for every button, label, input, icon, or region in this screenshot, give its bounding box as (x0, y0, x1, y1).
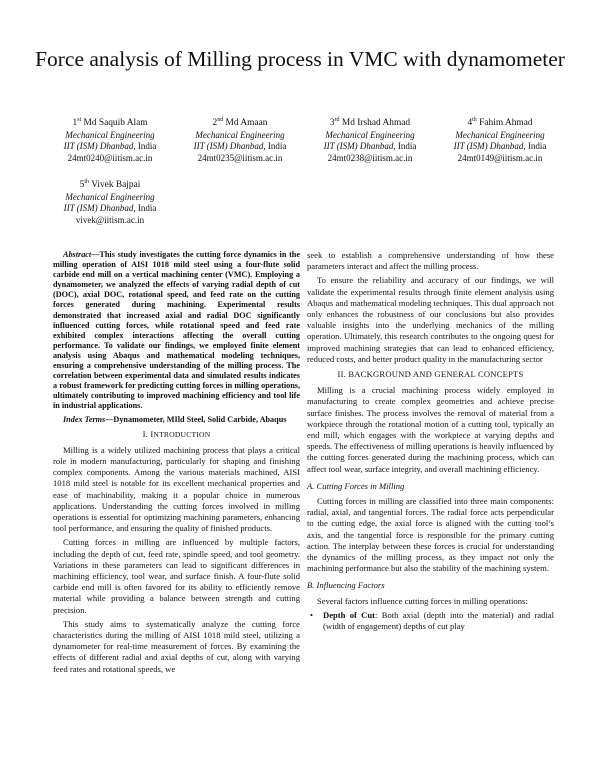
section-heading-introduction: I. INTRODUCTION (142, 428, 211, 439)
author-2: 2nd Md Amaan Mechanical Engineering IIT (ISM) Dhanbad, India 24mt0235@iitism.ac.in (193, 116, 287, 163)
paragraph: Milling is a widely utilized machining process that plays a critical role in modern manufacturing, particularly for shaping and finishing complex components. Among the various materials machined, AISI 1018 mild steel is notable for its excellent mechanical properties and ease of machinability, making it a popular choice in numerous applications. Understanding the cutting forces involved in milling operations is essential for optimizing machining parameters, enhancing tool performance, and ensuring the quality of finished products. (53, 444, 300, 534)
paragraph: This study aims to systematically analyze the cutting force characteristics during the milling of AISI 1018 mild steel, utilizing a dynamometer for real-time measurement of forces. By examining the effects of different radial and axial depths of cut, along with varying feed rates and rotational speeds, we (53, 618, 300, 674)
paragraph: Cutting forces in milling are classified into three main components: radial, axial, and tangential forces. The radial force acts perpendicular to the cutting edge, the axial force is aligned with the cutting tool’s axis, and the tangential force is responsible for the primary cutting action. The interplay between these forces is crucial for understanding the dynamics of the milling process, as they impact not only the machining performance but also the stability of the machining system. (307, 496, 554, 574)
paragraph: seek to establish a comprehensive understanding of how these parameters interact and affect the milling process. (307, 250, 554, 272)
subsection-heading-influencing-factors: B. Influencing Factors (307, 580, 385, 591)
author-email: 24mt0238@iitism.ac.in (327, 152, 413, 163)
author-email: vivek@iitism.ac.in (75, 214, 145, 225)
paragraph: Several factors influence cutting forces in milling operations: (317, 595, 528, 606)
left-column (53, 250, 300, 678)
list-item: • Depth of Cut: Both axial (depth into the material) and radial (width of engagement) depths of cut play (310, 609, 555, 632)
author-4: 4th Fahim Ahmad Mechanical Engineering IIT (ISM) Dhanbad, India 24mt0149@iitism.ac.in (453, 116, 547, 163)
paper-title: Force analysis of Milling process in VMC with dynamometer (35, 47, 565, 71)
paragraph: Milling is a crucial machining process widely employed in manufacturing to create complex geometries and achieve precise surface finishes. The process involves the removal of material from a workpiece through the rotational motion of a cutting tool, typically an end mill, which engages with the workpiece at varying depths and speeds. The effectiveness of milling operations is heavily influenced by the cutting forces generated during the machining process, which can affect tool wear, surface integrity, and overall machining efficiency. (307, 385, 554, 474)
right-column (307, 250, 554, 632)
author-1: 1st Md Saquib Alam Mechanical Engineering IIT (ISM) Dhanbad, India 24mt0240@iitism.ac.in (63, 116, 157, 163)
author-email: 24mt0240@iitism.ac.in (67, 152, 153, 163)
author-5: 5th Vivek Bajpai Mechanical Engineering IIT (ISM) Dhanbad, India vivek@iitism.ac.in (63, 178, 157, 225)
paragraph: Cutting forces in milling are influenced by multiple factors, including the depth of cut, feed rate, spindle speed, and tool geometry. Variations in these parameters can lead to significant differences in machining efficiency, tool wear, and surface finish. A four-flute solid carbide end mill is often favored for its ability to efficiently remove material while providing a balance between strength and cutting precision. (53, 537, 300, 615)
author-3: 3rd Md Irshad Ahmad Mechanical Engineering IIT (ISM) Dhanbad, India 24mt0238@iitism.ac.in (323, 116, 417, 163)
index-terms: Index Terms—Dynamometer, MIld Steel, Solid Carbide, Abaqus (63, 414, 287, 424)
abstract: Abstract—This study investigates the cutting force dynamics in the milling operation of AISI 1018 mild steel using a four-flute solid carbide end mill on a vertical machining center (VMC). Employing a dynamometer, we analyzed the effects of varying radial depth of cut (DOC), axial DOC, rotational speed, and feed rate on the cutting forces generated during machining. Experimental results demonstrated that increased axial and radial DOC significantly influenced cutting forces, while rotational speed and feed rate exhibited complex interactions affecting the overall cutting performance. To validate our findings, we employed finite element analysis using Abaqus and mathematical modeling techniques, ensuring a comprehensive understanding of the milling process. The correlation between experimental data and simulated results indicates a robust framework for predicting cutting forces in milling operations, ultimately contributing to improved machining efficiency and tool life in industrial applications. (53, 250, 300, 411)
paragraph: To ensure the reliability and accuracy of our findings, we will validate the experimental results through finite element analysis using Abaqus and mathematical modeling techniques. This dual approach not only enhances the robustness of our conclusions but also provides valuable insights into the underlying mechanics of the milling operation. Ultimately, this research contributes to the ongoing quest for improved machining strategies that can lead to enhanced efficiency, reduced costs, and better product quality in the manufacturing sector (307, 275, 554, 364)
section-heading-background: II. BACKGROUND AND GENERAL CONCEPTS (337, 369, 524, 380)
bullet-list (307, 610, 554, 632)
author-email: 24mt0235@iitism.ac.in (197, 152, 283, 163)
subsection-heading-cutting-forces: A. Cutting Forces in Milling (307, 480, 405, 491)
author-email: 24mt0149@iitism.ac.in (457, 152, 543, 163)
bullet-icon: • (310, 609, 314, 620)
